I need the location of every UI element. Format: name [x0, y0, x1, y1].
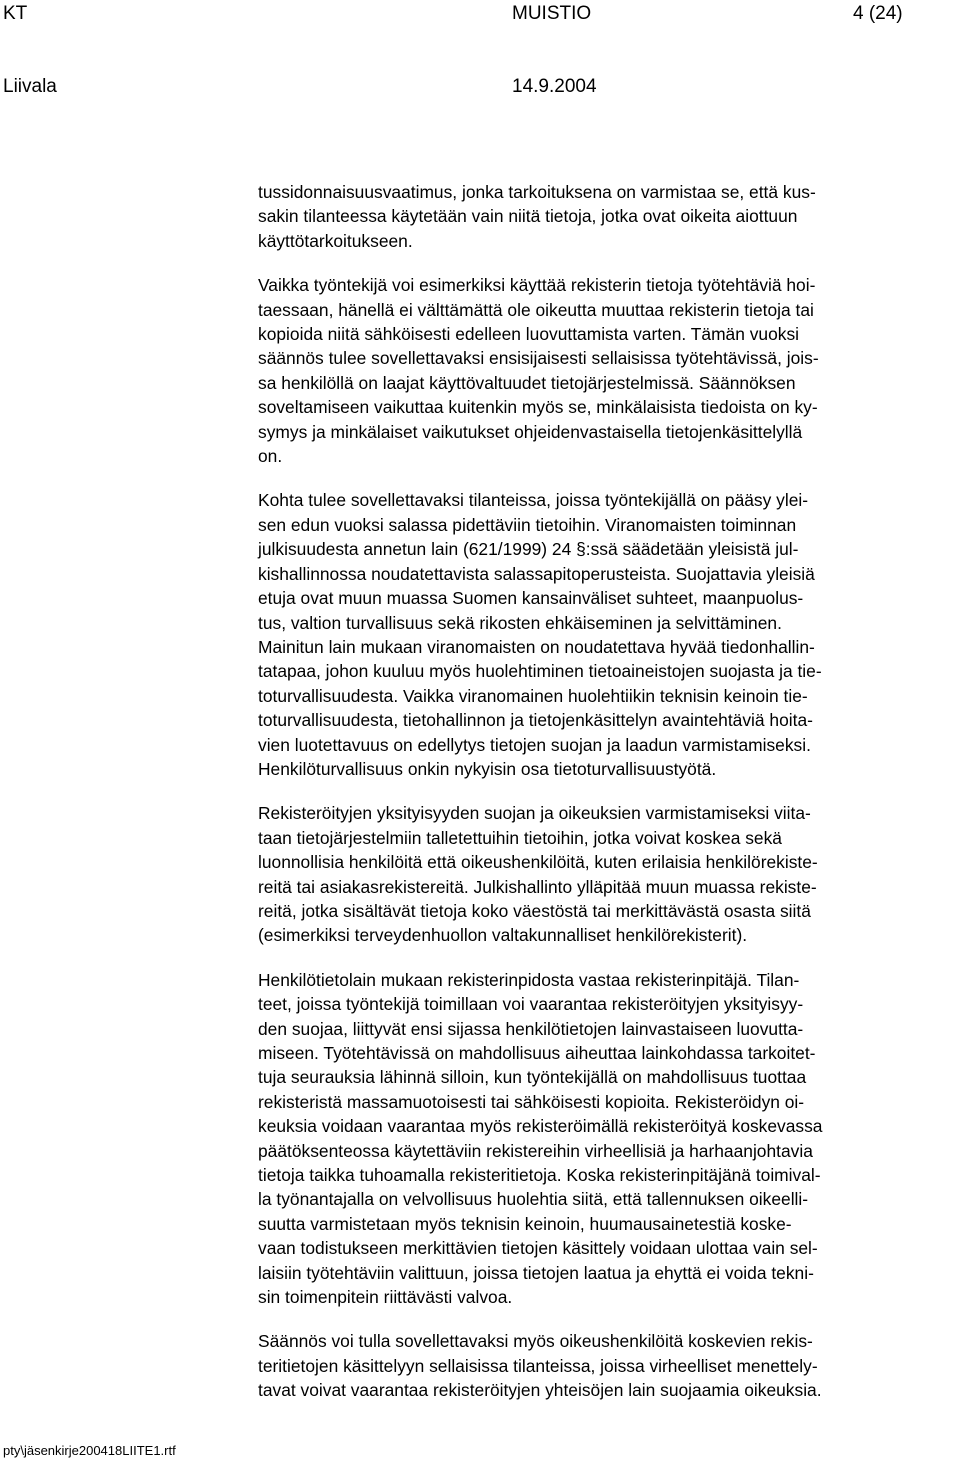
text-line: Henkilöturvallisuus onkin nykyisin osa tietoturvallisuustyötä.	[258, 758, 717, 779]
text-line: teritietojen käsittelyyn sellaisissa tilanteissa, joissa virheelliset menettely-	[258, 1355, 818, 1376]
text-line: Rekisteröityjen yksityisyyden suojan ja oikeuksien varmistamiseksi viita-	[258, 803, 811, 824]
text-line: reitä tai asiakasrekistereitä. Julkishallinto ylläpitää muun muassa rekiste-	[258, 876, 817, 897]
text-line: keuksia voidaan vaarantaa myös rekisteröimällä rekisteröityä koskevassa	[258, 1116, 823, 1137]
text-line: suutta varmistetaan myös teknisin keinoin, huumausainetestiä koske-	[258, 1213, 792, 1234]
document-body	[258, 180, 958, 1423]
text-line: den suojaa, liittyvät ensi sijassa henkilötietojen lainvastaiseen luovutta-	[258, 1018, 804, 1039]
text-line: tussidonnaisuusvaatimus, jonka tarkoituksena on varmistaa se, että kus-	[258, 182, 816, 202]
text-line: reitä, jotka sisältävät tietoja koko väestöstä tai merkittävästä osasta siitä	[258, 900, 811, 921]
text-line: päätöksenteossa käytettäviin rekistereihin virheellisiä ja harhaanjohtavia	[258, 1140, 813, 1161]
text-line: teet, joissa työntekijä toimillaan voi vaarantaa rekisteröityjen yksityisyy-	[258, 994, 804, 1015]
text-line: luonnollisia henkilöitä että oikeushenkilöitä, kuten erilaisia henkilörekiste-	[258, 852, 818, 873]
text-line: Vaikka työntekijä voi esimerkiksi käyttää rekisterin tietoja työtehtäviä hoi-	[258, 275, 816, 296]
header-author: Liivala	[3, 76, 57, 97]
paragraph	[258, 968, 958, 1310]
text-line: Henkilötietolain mukaan rekisterinpidosta vastaa rekisterinpitäjä. Tilan-	[258, 969, 800, 990]
text-line: tatapaa, johon kuuluu myös huolehtiminen tietoaineistojen suojasta ja tie-	[258, 661, 822, 682]
text-line: taan tietojärjestelmiin talletettuihin tietoihin, jotka voivat koskea sekä	[258, 827, 782, 848]
paragraph	[258, 273, 958, 468]
text-line: tavat voivat vaarantaa rekisteröityjen yhteisöjen lain suojaamia oikeuksia.	[258, 1380, 822, 1401]
header-organization: KT	[3, 3, 28, 24]
text-line: laisiin työtehtäviin valittuun, joissa tietojen laatua ja ehyttä ei voida tekni-	[258, 1262, 814, 1283]
text-line: symys ja minkälaiset vaikutukset ohjeidenvastaisella tietojenkäsittelyllä	[258, 421, 803, 442]
text-line: la työnantajalla on velvollisuus huolehtia siitä, että tallennuksen oikeelli-	[258, 1189, 809, 1210]
text-line: vaan todistukseen merkittävien tietojen käsittely voidaan ulottaa vain sel-	[258, 1238, 818, 1259]
text-line: on.	[258, 446, 283, 467]
text-line: vien luotettavuus on edellytys tietojen suojan ja laadun varmistamiseksi.	[258, 734, 811, 755]
text-line: kishallinnossa noudatettavista salassapitoperusteista. Suojattavia yleisiä	[258, 563, 815, 584]
text-line: sin toimenpitein riittävästi valvoa.	[258, 1287, 513, 1308]
paragraph	[258, 1329, 958, 1402]
text-line: toturvallisuudesta. Vaikka viranomainen huolehtiikin teknisin keinoin tie-	[258, 685, 808, 706]
text-line: sen edun vuoksi salassa pidettäviin tietoihin. Viranomaisten toiminnan	[258, 514, 797, 535]
text-line: kopioida niitä sähköisesti edelleen luovuttamista varten. Tämän vuoksi	[258, 324, 800, 345]
paragraph	[258, 801, 958, 947]
footer-file-path: pty\jäsenkirje200418LIITE1.rtf	[3, 1443, 176, 1458]
text-line: etuja ovat muun muassa Suomen kansainväliset suhteet, maanpuolus-	[258, 588, 804, 609]
header-date: 14.9.2004	[512, 76, 597, 97]
text-line: tuja seurauksia lähinnä silloin, kun työntekijällä on mahdollisuus tuottaa	[258, 1067, 807, 1088]
text-line: tietoja taikka tuhoamalla rekisteritietoja. Koska rekisterinpitäjänä toimival-	[258, 1165, 821, 1186]
paragraph	[258, 180, 958, 253]
paragraph	[258, 488, 958, 781]
text-line: käyttötarkoitukseen.	[258, 230, 413, 251]
text-line: sa henkilöllä on laajat käyttövaltuudet tietojärjestelmissä. Säännöksen	[258, 372, 796, 393]
text-line: (esimerkiksi terveydenhuollon valtakunnalliset henkilörekisterit).	[258, 925, 748, 946]
text-line: miseen. Työtehtävissä on mahdollisuus aiheuttaa lainkohdassa tarkoitet-	[258, 1043, 816, 1063]
text-line: julkisuudesta annetun lain (621/1999) 24 §:ssä säädetään yleisistä jul-	[258, 539, 799, 560]
text-line: säännös tulee sovellettavaksi ensisijaisesti sellaisissa työtehtävissä, jois-	[258, 348, 819, 369]
text-line: soveltamiseen vaikuttaa kuitenkin myös se, minkälaisista tiedoista on ky-	[258, 397, 818, 418]
text-line: rekisteristä massamuotoisesti tai sähköisesti kopioita. Rekisteröidyn oi-	[258, 1091, 805, 1112]
text-line: tus, valtion turvallisuus sekä rikosten ehkäiseminen ja selvittäminen.	[258, 612, 782, 633]
text-line: Kohta tulee sovellettavaksi tilanteissa, joissa työntekijällä on pääsy ylei-	[258, 490, 809, 511]
header-page-number: 4 (24)	[853, 3, 903, 24]
text-line: Säännös voi tulla sovellettavaksi myös oikeushenkilöitä koskevien rekis-	[258, 1331, 813, 1352]
text-line: toturvallisuudesta, tietohallinnon ja tietojenkäsittelyn avaintehtäviä hoita-	[258, 710, 813, 731]
text-line: taessaan, hänellä ei välttämättä ole oikeutta muuttaa rekisterin tietoja tai	[258, 299, 814, 320]
text-line: sakin tilanteessa käytetään vain niitä tietoja, jotka ovat oikeita aiottuun	[258, 206, 798, 227]
header-document-type: MUISTIO	[512, 3, 592, 24]
text-line: Mainitun lain mukaan viranomaisten on noudatettava hyvää tiedonhallin-	[258, 636, 815, 657]
